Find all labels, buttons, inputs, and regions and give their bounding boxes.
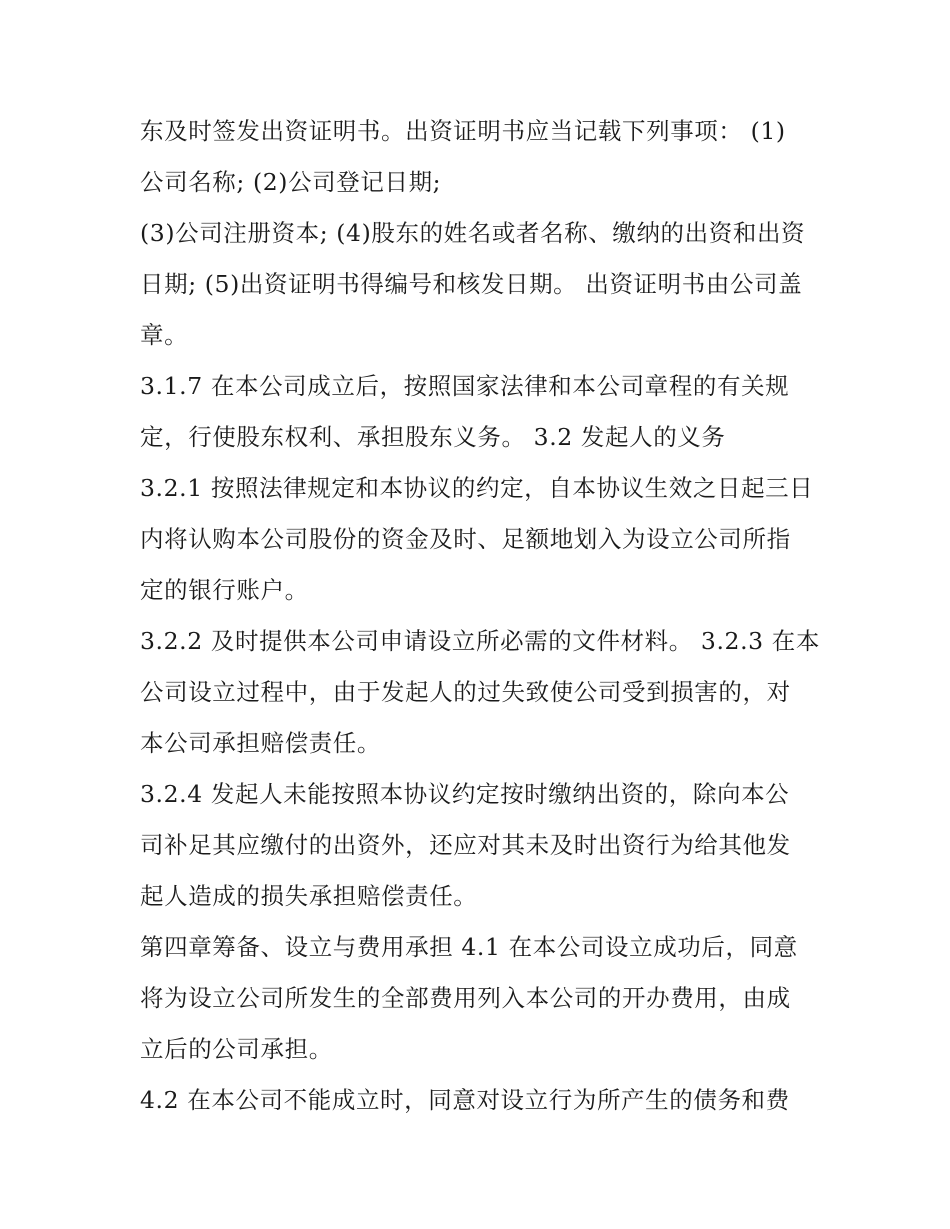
document-body xyxy=(140,106,820,1126)
text-line: 3.1.7 在本公司成立后，按照国家法律和本公司章程的有关规 xyxy=(140,372,790,400)
text-line: 4.2 在本公司不能成立时，同意对设立行为所产生的债务和费 xyxy=(140,1086,790,1114)
text-line: 内将认购本公司股份的资金及时、足额地划入为设立公司所指 xyxy=(140,525,791,553)
text-line: (3)公司注册资本; (4)股东的姓名或者名称、缴纳的出资和出资 xyxy=(140,219,806,247)
text-line: 公司名称; (2)公司登记日期; xyxy=(140,168,442,196)
text-line: 3.2.4 发起人未能按照本协议约定按时缴纳出资的，除向本公 xyxy=(140,780,790,808)
text-line: 3.2.2 及时提供本公司申请设立所必需的文件材料。 3.2.3 在本 xyxy=(140,627,820,655)
text-line: 定，行使股东权利、承担股东义务。 3.2 发起人的义务 xyxy=(140,423,726,451)
text-line: 第四章筹备、设立与费用承担 4.1 在本公司设立成功后，同意 xyxy=(140,933,798,961)
text-line: 公司设立过程中，由于发起人的过失致使公司受到损害的，对 xyxy=(140,678,791,706)
text-line: 章。 xyxy=(140,321,189,349)
text-line: 立后的公司承担。 xyxy=(140,1035,333,1063)
text-line: 定的银行账户。 xyxy=(140,576,309,604)
text-line: 起人造成的损失承担赔偿责任。 xyxy=(140,882,478,910)
text-line: 将为设立公司所发生的全部费用列入本公司的开办费用，由成 xyxy=(140,984,791,1012)
text-line: 东及时签发出资证明书。出资证明书应当记载下列事项： (1) xyxy=(140,117,786,145)
text-line: 日期; (5)出资证明书得编号和核发日期。 出资证明书由公司盖 xyxy=(140,270,803,298)
text-line: 司补足其应缴付的出资外，还应对其未及时出资行为给其他发 xyxy=(140,831,791,859)
text-line: 3.2.1 按照法律规定和本协议的约定，自本协议生效之日起三日 xyxy=(140,474,814,502)
text-line: 本公司承担赔偿责任。 xyxy=(140,729,381,757)
